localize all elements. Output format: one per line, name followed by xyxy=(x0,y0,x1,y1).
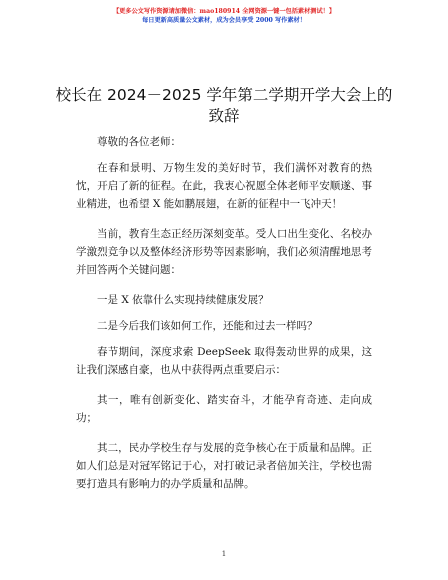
paragraph-1: 在春和景明、万物生发的美好时节，我们满怀对教育的热忱，开启了新的征程。在此，我衷心祝愿全体老师平安顺遂、事业精进，也希望 X 能如鹏展翅，在新的征程中一飞冲天！ xyxy=(76,162,372,210)
document-body xyxy=(76,133,372,505)
paragraph-2: 当前，教育生态正经历深刻变革。受人口出生变化、名校办学激烈竞争以及整体经济形势等因素影响，我们必须清醒地思考并回答两个关键问题： xyxy=(76,228,372,276)
title-line-1: 校长在 2024－2025 学年第二学期开学大会上的 xyxy=(55,86,393,104)
title-line-2: 致辞 xyxy=(208,107,240,125)
paragraph-4: 二是今后我们该如何工作，还能和过去一样吗？ xyxy=(97,320,318,332)
document-title xyxy=(40,85,408,127)
promo-banner-line-2: 每日更新高质量公文素材，成为会员享受 2000 写作素材！ xyxy=(142,17,306,24)
salutation: 尊敬的各位老师： xyxy=(97,136,181,148)
promo-banner xyxy=(0,7,448,25)
paragraph-5: 春节期间，深度求索 DeepSeek 取得轰动世界的成果，这让我们深感自豪，也从中获得两点重要启示： xyxy=(76,346,372,376)
paragraph-3: 一是 X 依靠什么实现持续健康发展？ xyxy=(97,294,269,306)
paragraph-7: 其二，民办学校生存与发展的竞争核心在于质量和品牌。正如人们总是对冠军铭记于心，对打破记录者倍加关注，学校也需要打造具有影响力的办学质量和品牌。 xyxy=(76,442,372,490)
paragraph-6: 其一，唯有创新变化、踏实奋斗，才能孕育奇迹、走向成功； xyxy=(76,394,372,424)
promo-banner-line-1: 【更多公文写作资源请加微信：mao180914 全网资源一键一包括素材测试！】 xyxy=(112,8,336,15)
page-number: 1 xyxy=(221,550,227,558)
